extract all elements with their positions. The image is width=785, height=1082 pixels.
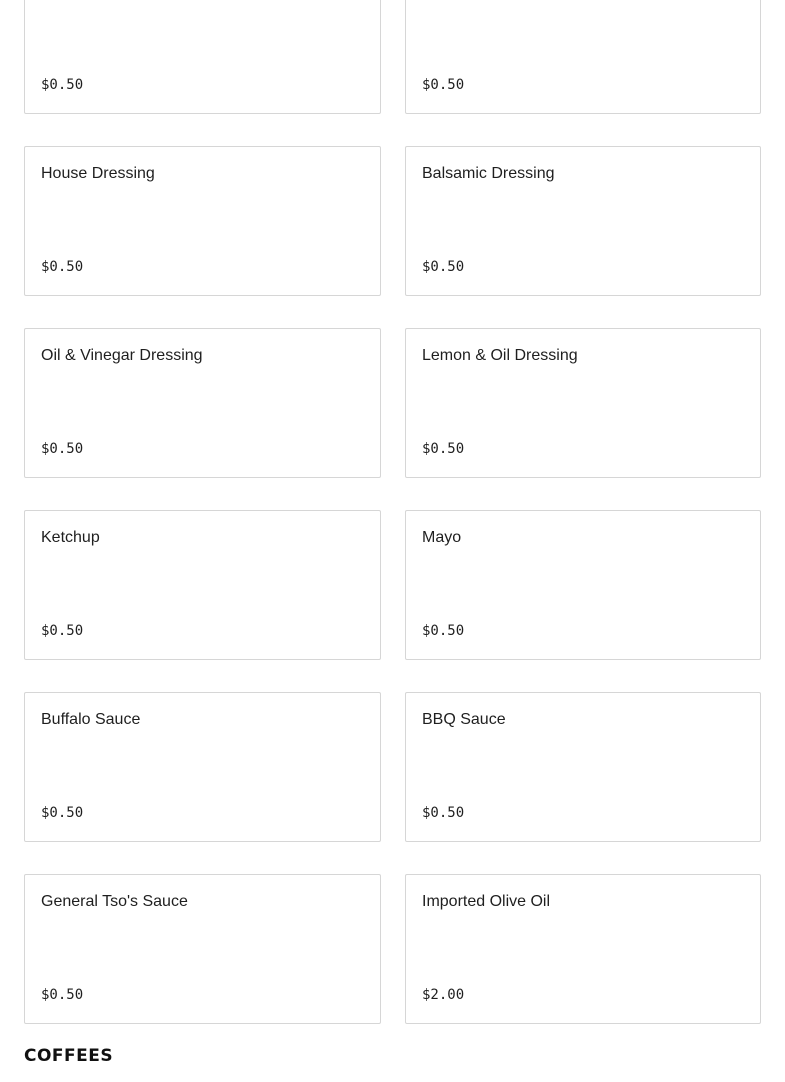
menu-item-card[interactable] bbox=[405, 146, 761, 296]
menu-item-price: $0.50 bbox=[422, 805, 465, 821]
menu-item-price: $0.50 bbox=[41, 987, 84, 1003]
menu-item-card[interactable] bbox=[24, 692, 381, 842]
menu-item-card[interactable] bbox=[405, 692, 761, 842]
section-heading: COFFEES bbox=[24, 1046, 114, 1066]
menu-item-name: BBQ Sauce bbox=[422, 711, 506, 728]
menu-item-price: $0.50 bbox=[41, 77, 84, 93]
menu-item-name: Oil & Vinegar Dressing bbox=[41, 347, 203, 364]
menu-item-price: $0.50 bbox=[422, 259, 465, 275]
menu-item-card[interactable] bbox=[24, 328, 381, 478]
menu-item-name: Balsamic Dressing bbox=[422, 165, 555, 182]
menu-item-card[interactable] bbox=[24, 0, 381, 114]
menu-items-grid bbox=[24, 0, 761, 1024]
menu-item-price: $0.50 bbox=[41, 623, 84, 639]
menu-item-card[interactable] bbox=[24, 874, 381, 1024]
menu-item-card[interactable] bbox=[405, 874, 761, 1024]
menu-item-price: $0.50 bbox=[41, 259, 84, 275]
menu-item-price: $2.00 bbox=[422, 987, 465, 1003]
menu-item-price: $0.50 bbox=[41, 441, 84, 457]
menu-item-card[interactable] bbox=[24, 146, 381, 296]
menu-item-price: $0.50 bbox=[422, 623, 465, 639]
menu-item-name bbox=[422, 0, 536, 1]
menu-item-name: Lemon & Oil Dressing bbox=[422, 347, 578, 364]
menu-item-name: General Tso's Sauce bbox=[41, 893, 188, 910]
menu-item-name: Buffalo Sauce bbox=[41, 711, 141, 728]
menu-item-name bbox=[41, 0, 166, 1]
menu-item-name: Imported Olive Oil bbox=[422, 893, 551, 910]
menu-item-name: Mayo bbox=[422, 529, 462, 546]
menu-item-price: $0.50 bbox=[422, 441, 465, 457]
menu-item-price: $0.50 bbox=[422, 77, 465, 93]
menu-item-price: $0.50 bbox=[41, 805, 84, 821]
menu-item-card[interactable] bbox=[405, 328, 761, 478]
menu-item-name: House Dressing bbox=[41, 165, 155, 182]
menu-item-card[interactable] bbox=[405, 510, 761, 660]
menu-item-card[interactable] bbox=[405, 0, 761, 114]
menu-item-card[interactable] bbox=[24, 510, 381, 660]
menu-item-name: Ketchup bbox=[41, 529, 100, 546]
